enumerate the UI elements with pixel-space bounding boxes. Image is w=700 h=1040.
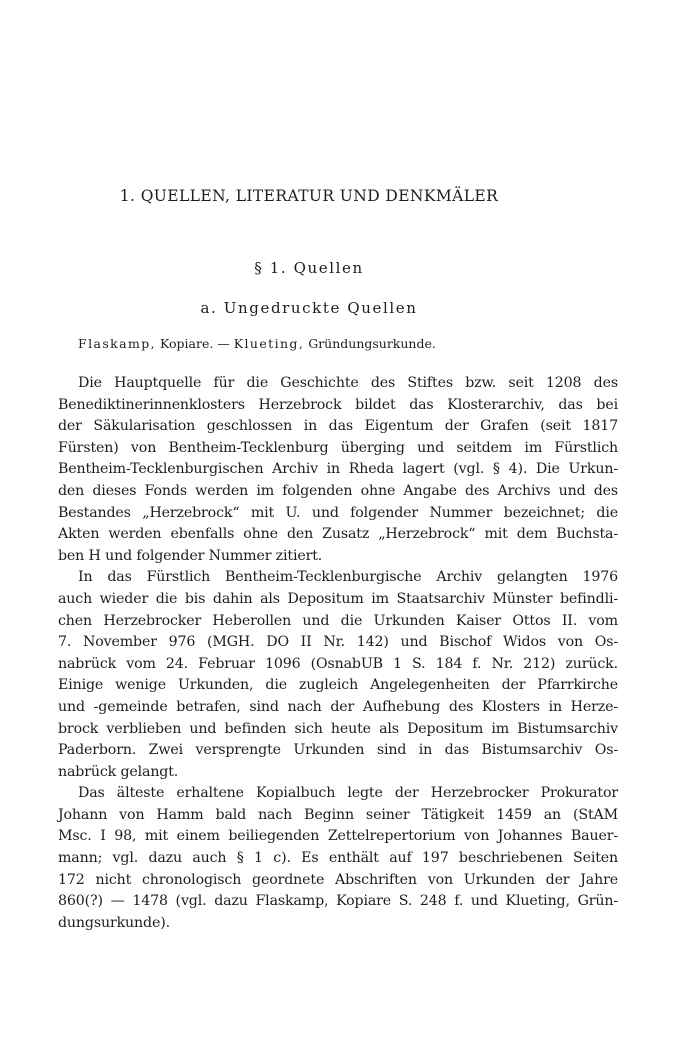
text-line: Akten werden ebenfalls ohne den Zusatz „Herzebrock“ mit dem Buchsta- <box>58 526 618 543</box>
literature-author: Flaskamp, <box>78 336 156 351</box>
literature-title: Kopiare. <box>159 336 214 351</box>
text-line: Msc. I 98, mit einem beiliegenden Zettelrepertorium von Johannes Bauer- <box>58 828 618 845</box>
literature-reference <box>78 336 436 351</box>
text-line: 172 nicht chronologisch geordnete Abschriften von Urkunden der Jahre <box>58 871 618 888</box>
literature-separator: — <box>217 336 230 351</box>
text-line: Einige wenige Urkunden, die zugleich Angelegenheiten der Pfarrkirche <box>58 677 618 694</box>
chapter-title: 1. QUELLEN, LITERATUR UND DENKMÄLER <box>119 187 499 205</box>
text-line: ben H und folgender Nummer zitiert. <box>58 547 323 564</box>
text-line: 7. November 976 (MGH. DO II Nr. 142) und Bischof Widos von Os- <box>58 634 618 651</box>
text-line: Paderborn. Zwei versprengte Urkunden sind in das Bistumsarchiv Os- <box>58 742 618 759</box>
text-line: Bestandes „Herzebrock“ mit U. und folgender Nummer bezeichnet; die <box>58 504 618 521</box>
paragraph-2 <box>58 567 618 783</box>
text-line: In das Fürstlich Bentheim-Tecklenburgische Archiv gelangten 1976 <box>78 569 618 586</box>
subsection-heading: a. Ungedruckte Quellen <box>200 299 418 317</box>
literature-author: Klueting, <box>233 336 305 351</box>
paragraph-3 <box>58 783 618 934</box>
text-line: mann; vgl. dazu auch § 1 c). Es enthält auf 197 beschriebenen Seiten <box>58 850 618 867</box>
text-line: Das älteste erhaltene Kopialbuch legte der Herzebrocker Prokurator <box>78 785 618 802</box>
text-line: Johann von Hamm bald nach Beginn seiner Tätigkeit 1459 an (StAM <box>58 806 618 823</box>
literature-title: Gründungsurkunde. <box>308 336 436 351</box>
text-line: und -gemeinde betrafen, sind nach der Aufhebung des Klosters in Herze- <box>58 698 618 715</box>
text-line: Die Hauptquelle für die Geschichte des Stiftes bzw. seit 1208 des <box>78 375 618 391</box>
text-line: 860(?) — 1478 (vgl. dazu Flaskamp, Kopiare S. 248 f. und Klueting, Grün- <box>58 893 618 910</box>
text-line: Fürsten) von Bentheim-Tecklenburg überging und seitdem im Fürstlich <box>58 439 618 456</box>
text-line: brock verblieben und befinden sich heute als Depositum im Bistumsarchiv <box>58 720 618 737</box>
text-line: den dieses Fonds werden im folgenden ohne Angabe des Archivs und des <box>58 482 618 499</box>
text-line: nabrück vom 24. Februar 1096 (OsnabUB 1 S. 184 f. Nr. 212) zurück. <box>58 655 618 672</box>
text-line: Benediktinerinnenklosters Herzebrock bildet das Klosterarchiv, das bei <box>58 396 618 413</box>
text-line: dungsurkunde). <box>58 914 170 931</box>
text-line: der Säkularisation geschlossen in das Eigentum der Grafen (seit 1817 <box>58 418 618 435</box>
text-line: auch wieder die bis dahin als Depositum im Staatsarchiv Münster befindli- <box>58 590 618 607</box>
text-line: chen Herzebrocker Heberollen und die Urkunden Kaiser Ottos II. vom <box>58 612 618 629</box>
paragraph-1 <box>58 373 618 567</box>
body-text <box>58 373 618 934</box>
section-heading: § 1. Quellen <box>254 259 364 277</box>
text-line: nabrück gelangt. <box>58 763 179 780</box>
text-line: Bentheim-Tecklenburgischen Archiv in Rheda lagert (vgl. § 4). Die Urkun- <box>58 461 618 478</box>
